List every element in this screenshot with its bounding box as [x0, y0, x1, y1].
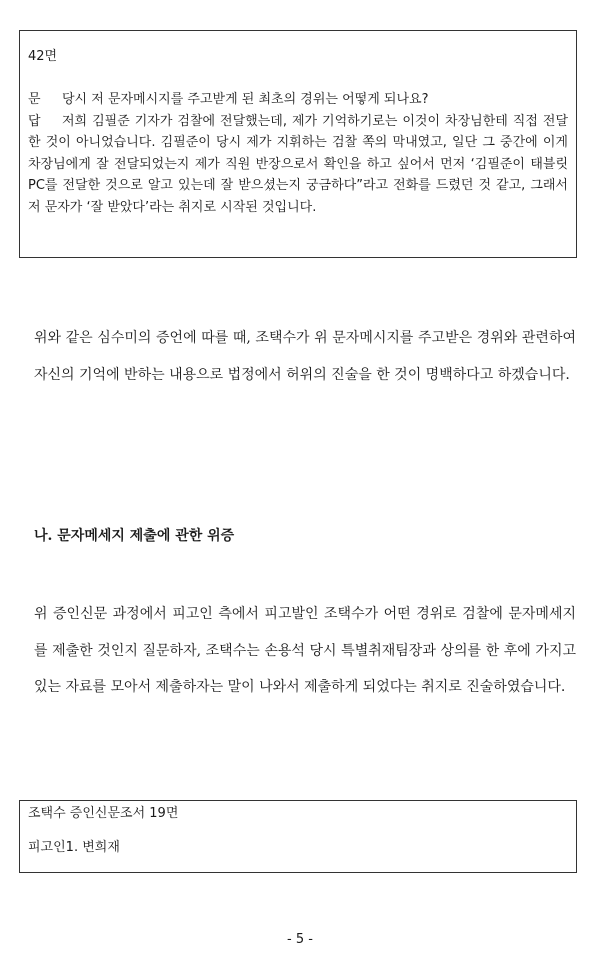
answer-line: [28, 111, 568, 219]
reference-source: 조택수 증인신문조서 19면: [28, 806, 179, 821]
reference-party: 피고인1. 변희재: [28, 840, 120, 855]
body-paragraph-2: 위 증인신문 과정에서 피고인 측에서 피고발인 조택수가 어떤 경위로 검찰에 문자메세지를 제출한 것인지 질문하자, 조택수는 손용석 당시 특별취재팀장과 상의를 한 후에 가지고 있는 자료를 모아서 제출하자는 말이 나와서 제출하게 되었다는 취지로 진술하였습니다.: [34, 606, 576, 695]
question-text: 당시 저 문자메시지를 주고받게 된 최초의 경위는 어떻게 되나요?: [62, 92, 429, 107]
section-heading: 나. 문자메세지 제출에 관한 위증: [34, 528, 235, 544]
body-paragraph-1: 위와 같은 심수미의 증언에 따를 때, 조택수가 위 문자메시지를 주고받은 경위와 관련하여 자신의 기억에 반하는 내용으로 법정에서 허위의 진술을 한 것이 명백하다고 하겠습니다.: [34, 330, 576, 383]
page-number: - 5 -: [287, 932, 313, 947]
quote-page-reference: 42면: [28, 49, 58, 64]
answer-label: 답: [28, 113, 41, 129]
testimony-quote-box: [19, 30, 577, 258]
reference-box: [19, 800, 577, 873]
question-label: 문: [28, 92, 41, 107]
question-line: [28, 89, 568, 111]
answer-text: 저희 김필준 기자가 검찰에 전달했는데, 제가 기억하기로는 이것이 차장님한테 직접 전달한 것이 아니었습니다. 김필준이 당시 제가 지휘하는 검찰 쪽의 막내였고, 일단 그 중간에 이게 차장님에게 잘 전달되었는지 제가 직원 반장으로서 확인을 하고 싶어서 먼저 ‘김필준이 태블릿PC를 전달한 것으로 알고 있는데 잘 받으셨는지 궁금하다”라고 전화를 드렸던 것 같고, 그래서 저 문자가 ‘잘 받았다’라는 취지로 시작된 것입니다.: [28, 113, 568, 215]
